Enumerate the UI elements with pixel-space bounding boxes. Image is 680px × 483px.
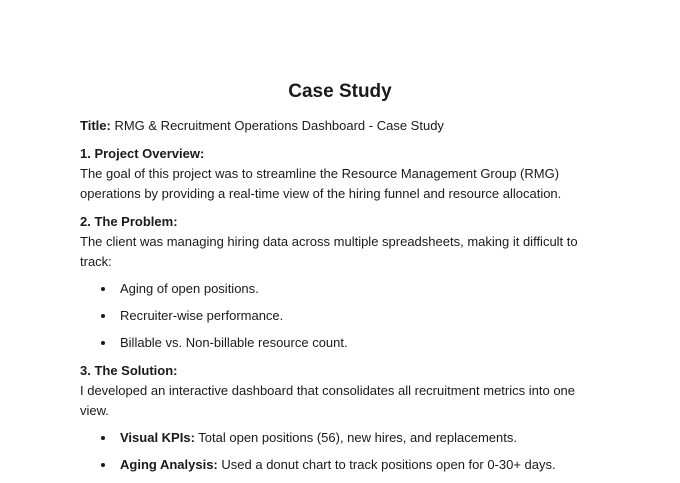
list-item (80, 333, 600, 353)
section-the-solution (80, 361, 600, 475)
bullet-dot-icon (101, 463, 105, 467)
list-item-label: Aging Analysis: (120, 457, 218, 472)
list-item (80, 428, 600, 448)
list-item-text: Recruiter-wise performance. (120, 308, 284, 323)
list-item-text: Billable vs. Non-billable resource count. (120, 335, 348, 350)
list-item (80, 306, 600, 326)
section-project-overview (80, 144, 600, 204)
bullet-dot-icon (101, 287, 105, 291)
section-heading: 1. Project Overview: (80, 146, 205, 161)
section-the-problem (80, 212, 600, 353)
list-item (80, 455, 600, 475)
bullet-list (80, 428, 600, 475)
bullet-dot-icon (101, 341, 105, 345)
section-text: The client was managing hiring data across multiple spreadsheets, making it difficult to track: (80, 234, 578, 269)
title-label: Title: (80, 118, 111, 133)
section-heading: 3. The Solution: (80, 363, 178, 378)
title-value: RMG & Recruitment Operations Dashboard - Case Study (114, 118, 444, 133)
title-line (80, 116, 600, 136)
bullet-dot-icon (101, 314, 105, 318)
document-body (80, 116, 600, 483)
section-heading: 2. The Problem: (80, 214, 178, 229)
list-item (80, 279, 600, 299)
list-item-label: Visual KPIs: (120, 430, 195, 445)
document-heading: Case Study (288, 81, 392, 102)
bullet-dot-icon (101, 436, 105, 440)
section-text: I developed an interactive dashboard that consolidates all recruitment metrics into one view. (80, 383, 576, 418)
list-item-text: Aging of open positions. (120, 281, 259, 296)
list-item-text: Total open positions (56), new hires, and replacements. (198, 430, 517, 445)
section-text: The goal of this project was to streamline the Resource Management Group (RMG) operations by providing a real-time view of the hiring funnel and resource allocation. (80, 166, 562, 201)
bullet-list (80, 279, 600, 353)
list-item-text: Used a donut chart to track positions open for 0-30+ days. (221, 457, 556, 472)
